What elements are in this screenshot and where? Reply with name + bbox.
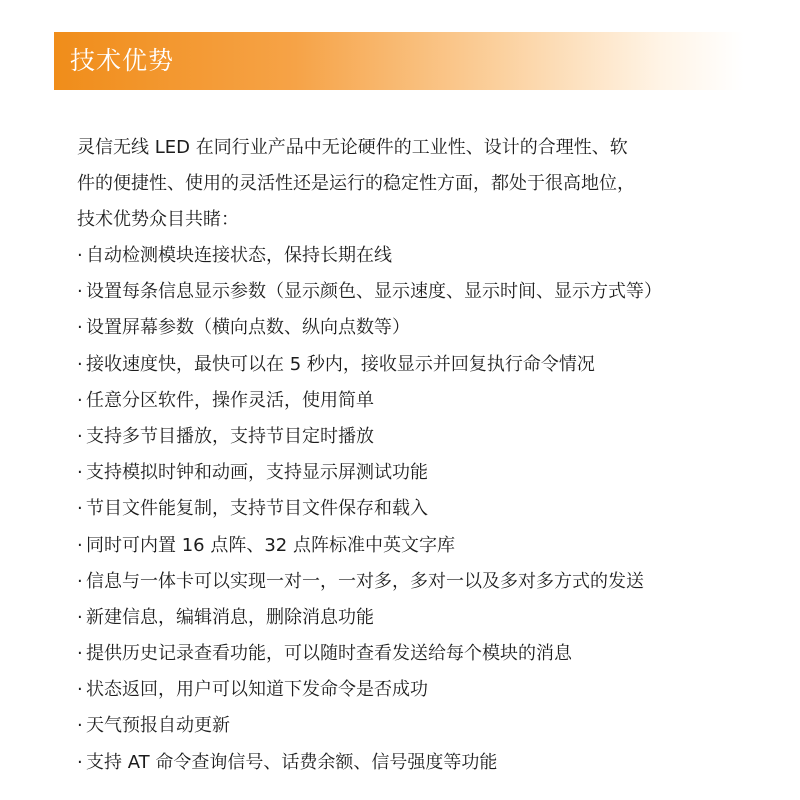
feature-text: 天气预报自动更新 — [86, 715, 230, 737]
feature-text: 任意分区软件，操作灵活，使用简单 — [86, 389, 374, 411]
feature-item — [77, 347, 767, 383]
feature-item — [77, 455, 767, 491]
feature-text: 信息与一体卡可以实现一对一，一对多，多对一以及多对多方式的发送 — [86, 570, 644, 592]
feature-text: 支持 AT 命令查询信号、话费余额、信号强度等功能 — [86, 751, 498, 773]
bullet-dot: · — [77, 715, 83, 737]
feature-item — [77, 419, 767, 455]
feature-item — [77, 274, 767, 310]
intro-line: 件的便捷性、使用的灵活性还是运行的稳定性方面，都处于很高地位， — [77, 173, 635, 194]
feature-text: 同时可内置 16 点阵、32 点阵标准中英文字库 — [86, 534, 455, 556]
bullet-dot: · — [77, 643, 83, 665]
feature-text: 设置屏幕参数（横向点数、纵向点数等） — [86, 317, 410, 339]
feature-item — [77, 564, 767, 600]
bullet-dot: · — [77, 606, 83, 628]
feature-item — [77, 745, 767, 781]
section-title: 技术优势 — [70, 46, 175, 75]
bullet-dot: · — [77, 281, 83, 303]
feature-item — [77, 383, 767, 419]
bullet-dot: · — [77, 462, 83, 484]
feature-text: 节目文件能复制，支持节目文件保存和载入 — [86, 498, 428, 520]
content-area — [77, 130, 767, 781]
feature-item — [77, 708, 767, 744]
feature-item — [77, 238, 767, 274]
feature-text: 新建信息，编辑消息，删除消息功能 — [86, 606, 374, 628]
section-header-bar — [54, 32, 744, 90]
bullet-dot: · — [77, 751, 83, 773]
feature-text: 自动检测模块连接状态，保持长期在线 — [86, 245, 392, 266]
bullet-dot: · — [77, 317, 83, 339]
bullet-dot: · — [77, 534, 83, 556]
bullet-dot: · — [77, 498, 83, 520]
bullet-dot: · — [77, 389, 83, 411]
bullet-dot: · — [77, 570, 83, 592]
bullet-dot: · — [77, 353, 83, 375]
feature-text: 接收速度快，最快可以在 5 秒内，接收显示并回复执行命令情况 — [86, 353, 595, 375]
bullet-dot: · — [77, 425, 83, 447]
feature-list — [77, 238, 767, 781]
bullet-dot: · — [77, 245, 83, 266]
feature-text: 设置每条信息显示参数（显示颜色、显示速度、显示时间、显示方式等） — [86, 281, 662, 303]
feature-text: 支持模拟时钟和动画，支持显示屏测试功能 — [86, 462, 428, 484]
intro-paragraph — [77, 130, 767, 238]
intro-line: 技术优势众目共睹： — [77, 209, 239, 230]
feature-item — [77, 672, 767, 708]
feature-item — [77, 528, 767, 564]
feature-item — [77, 491, 767, 527]
intro-line: 灵信无线 LED 在同行业产品中无论硬件的工业性、设计的合理性、软 — [77, 137, 628, 158]
feature-item — [77, 600, 767, 636]
feature-text: 提供历史记录查看功能，可以随时查看发送给每个模块的消息 — [86, 643, 572, 665]
feature-item — [77, 310, 767, 346]
feature-text: 状态返回，用户可以知道下发命令是否成功 — [86, 679, 428, 701]
feature-text: 支持多节目播放，支持节目定时播放 — [86, 425, 374, 447]
bullet-dot: · — [77, 679, 83, 701]
feature-item — [77, 636, 767, 672]
